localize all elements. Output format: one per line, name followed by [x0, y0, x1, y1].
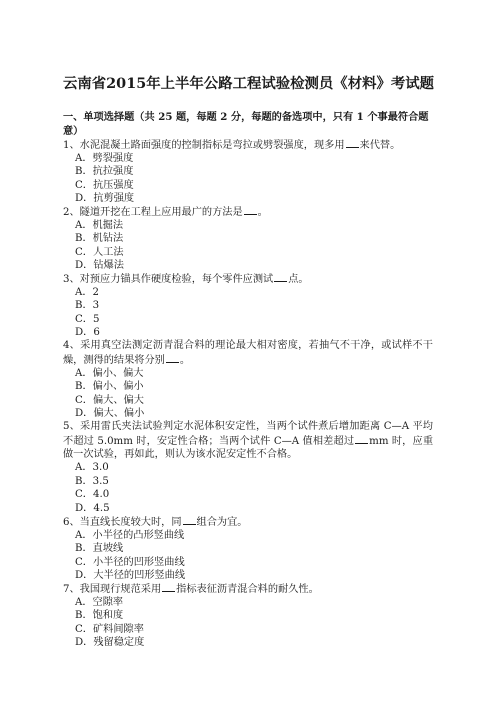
question-1-stem: 1、水泥混凝土路面强度的控制指标是弯拉或劈裂强度，现多用: [63, 140, 345, 151]
question-4-stem: 4、采用真空法测定沥青混合料的理论最大相对密度，若抽气不干净，或试样不干燥，测得的结果将分别: [63, 340, 433, 366]
answer-blank: [244, 205, 257, 215]
option: A．空隙率: [75, 597, 124, 608]
option: C．5: [75, 314, 100, 325]
question-1-stem-end: 来代替。: [359, 140, 401, 151]
option: D．抗剪强度: [75, 193, 135, 204]
option: C．偏大、偏大: [75, 395, 144, 406]
question-7: [63, 582, 433, 597]
question-6-stem: 6、当直线长度较大时，同: [63, 517, 182, 528]
option: B．抗拉强度: [75, 166, 134, 177]
option: A．3.0: [75, 462, 109, 473]
option: C．人工法: [75, 247, 124, 258]
question-5-stem-end: mm 时，应重做一次试验，再如此，则认为该水泥安定性不合格。: [63, 435, 434, 461]
option: B．机钻法: [75, 233, 124, 244]
option: A．机掘法: [75, 220, 124, 231]
question-6-stem-end: 组合为宜。: [196, 517, 248, 528]
question-1: [63, 138, 433, 153]
question-2-stem-end: 。: [257, 207, 268, 218]
option: A．偏小、偏大: [75, 368, 144, 379]
question-5: [63, 420, 433, 462]
question-2: [63, 205, 433, 220]
question-6: [63, 515, 433, 530]
section-heading: 一、单项选择题（共 25 题，每题 2 分，每题的备选项中，只有 1 个事最符合题意）: [63, 111, 429, 137]
question-2-stem: 2、隧道开挖在工程上应用最广的方法是: [63, 207, 243, 218]
question-4: [63, 339, 433, 367]
question-7-stem: 7、我国现行规范采用: [63, 584, 162, 595]
question-3-stem: 3、对预应力锚具作硬度检验，每个零件应测试: [63, 274, 274, 285]
question-3: [63, 272, 433, 287]
answer-blank: [355, 434, 368, 444]
document-title: 云南省2015年上半年公路工程试验检测员《材料》考试题: [63, 75, 435, 92]
option: D．钻爆法: [75, 260, 124, 271]
answer-blank: [183, 515, 196, 525]
option: D．大半径的凹形竖曲线: [75, 570, 186, 581]
question-4-stem-end: 。: [179, 354, 191, 366]
question-7-stem-end: 指标表征沥青混合料的耐久性。: [176, 584, 319, 595]
option: A．小半径的凸形竖曲线: [75, 530, 185, 541]
option: A．劈裂强度: [75, 153, 134, 164]
option: A．2: [75, 287, 100, 298]
answer-blank: [274, 272, 287, 282]
option: C．小半径的凹形竖曲线: [75, 557, 185, 568]
option: B．直坡线: [75, 543, 124, 554]
option: D．偏大、偏小: [75, 408, 145, 419]
option: D．残留稳定度: [75, 637, 145, 648]
option: C．抗压强度: [75, 180, 134, 191]
option: B．偏小、偏小: [75, 381, 144, 392]
option: C．4.0: [75, 489, 110, 500]
option: C．矿料间隙率: [75, 624, 144, 635]
option: D．4.5: [75, 503, 110, 514]
option: B．饱和度: [75, 610, 124, 621]
option: B．3.5: [75, 476, 109, 487]
answer-blank: [346, 138, 359, 148]
question-5-stem: 5、采用雷氏夹法试验判定水泥体积安定性，当两个试件煮后增加距离 C—A 平均不超过 5.0mm 时，安定性合格；当两个试件 C—A 值相差超过: [63, 421, 433, 447]
answer-blank: [162, 582, 175, 592]
question-3-stem-end: 点。: [288, 274, 309, 285]
answer-blank: [166, 353, 179, 363]
option: B．3: [75, 300, 100, 311]
option: D．6: [75, 327, 100, 338]
